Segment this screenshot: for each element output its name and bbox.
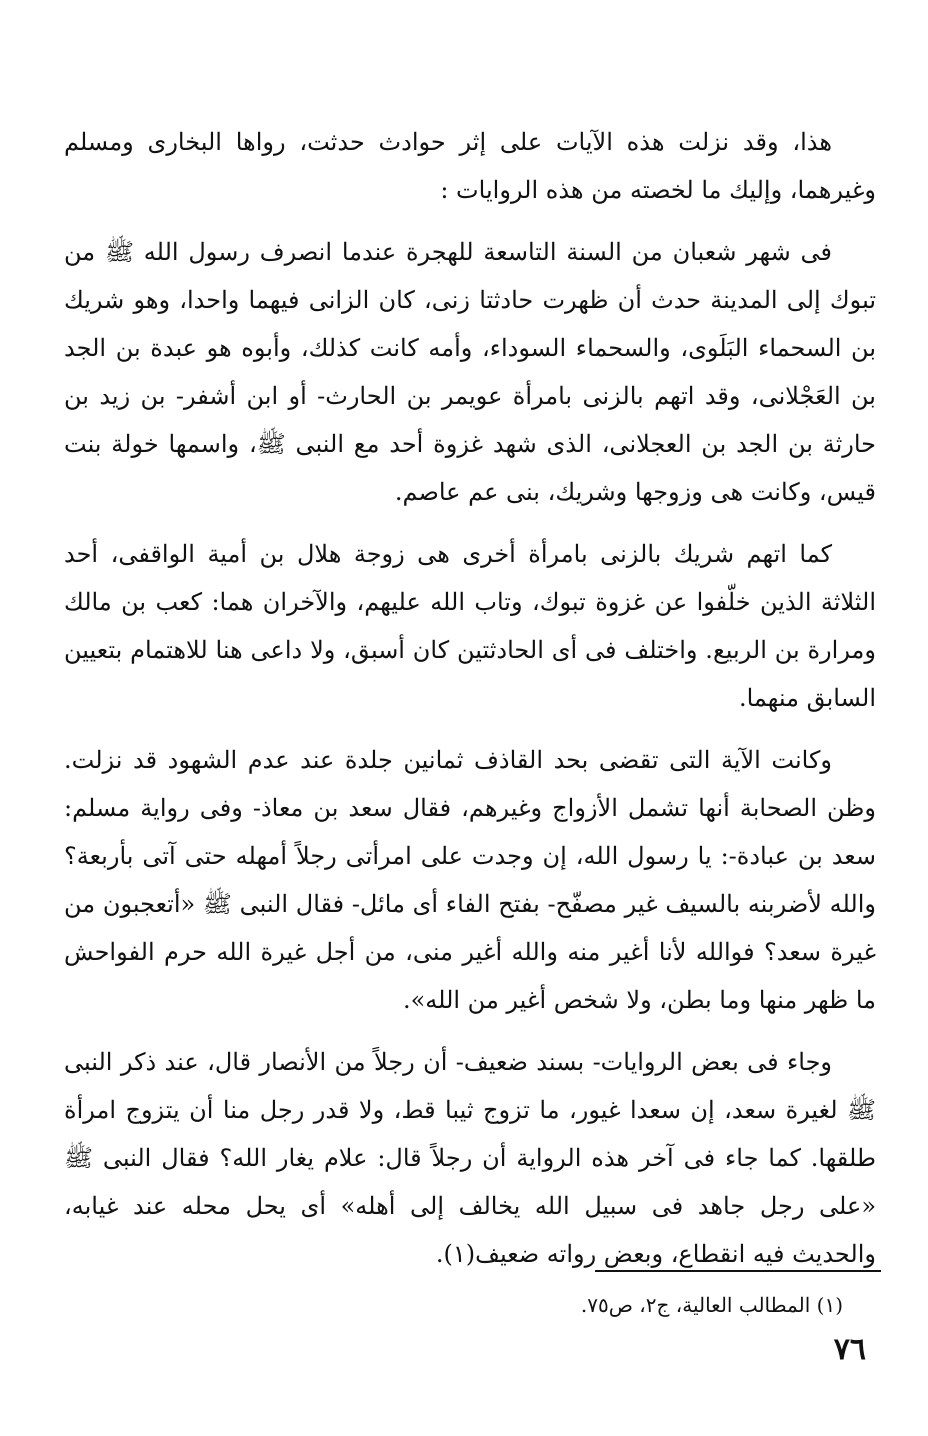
footnote: (١) المطالب العالية، ج٢، ص٧٥. <box>580 1293 843 1317</box>
footnote-divider <box>595 1270 881 1272</box>
paragraph-intro: هذا، وقد نزلت هذه الآيات على إثر حوادث حدثت، رواها البخارى ومسلم وغيرهما، وإليك ما لخصته من هذه الروايات : <box>64 128 876 204</box>
paragraph-sharik-incident: فى شهر شعبان من السنة التاسعة للهجرة عندما انصرف رسول الله ﷺ من تبوك إلى المدينة حدث أن ظهرت حادثتا زنى، كان الزانى فيهما واحدا، وهو شريك بن السحماء البَلَوى، والسحماء السوداء، وأمه كانت كذلك، وأبوه هو عبدة بن الجد بن العَجْلانى، وقد اتهم بالزنى بامرأة عويمر بن الحارث- أو ابن أشفر- بن زيد بن حارثة بن الجد بن العجلانى، الذى شهد غزوة أحد مع النبى ﷺ، واسمها خولة بنت قيس، وكانت هى وزوجها وشريك، بنى عم عاصم. <box>64 238 876 506</box>
paragraph-qadhf-verse: وكانت الآية التى تقضى بحد القاذف ثمانين جلدة عند عدم الشهود قد نزلت. وظن الصحابة أنها تشمل الأزواج وغيرهم، فقال سعد بن معاذ- وفى رواية مسلم: سعد بن عبادة-: يا رسول الله، إن وجدت على امرأتى رجلاً أمهله حتى آتى بأربعة؟ والله لأضربنه بالسيف غير مصفّح- بفتح الفاء أى مائل- فقال النبى ﷺ «أتعجبون من غيرة سعد؟ فوالله لأنا أغير منه والله أغير منى، من أجل غيرة الله حرم الفواحش ما ظهر منها وما بطن، ولا شخص أغير من الله». <box>64 746 877 1014</box>
body-text <box>64 118 876 1292</box>
page-number: ٧٦ <box>833 1332 866 1367</box>
paragraph-hilal-incident: كما اتهم شريك بالزنى بامرأة أخرى هى زوجة هلال بن أمية الواقفى، أحد الثلاثة الذين خلّفوا عن غزوة تبوك، وتاب الله عليهم، والآخران هما: كعب بن مالك ومرارة بن الربيع. واختلف فى أى الحادثتين كان أسبق، ولا داعى هنا للاهتمام بتعيين السابق منهما. <box>64 540 877 712</box>
paragraph-weak-narrations: وجاء فى بعض الروايات- بسند ضعيف- أن رجلاً من الأنصار قال، عند ذكر النبى ﷺ لغيرة سعد، إن سعدا غيور، ما تزوج ثيبا قط، ولا قدر رجل منا أن يتزوج امرأة طلقها. كما جاء فى آخر هذه الرواية أن رجلاً قال: علام يغار الله؟ فقال النبى ﷺ «على رجل جاهد فى سبيل الله يخالف إلى أهله» أى يحل محله عند غيابه، والحديث فيه انقطاع، وبعض رواته ضعيف(١). <box>64 1048 876 1268</box>
